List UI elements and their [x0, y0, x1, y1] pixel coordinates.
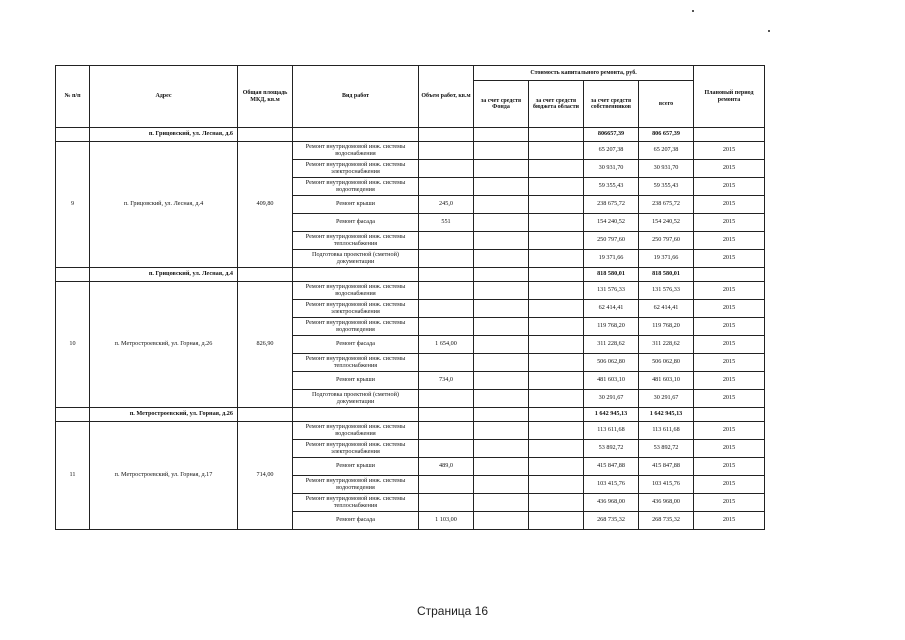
plan-year: 2015 — [694, 336, 765, 354]
header-budget: за счет средств бюджета области — [529, 81, 584, 128]
cell-empty — [529, 268, 584, 282]
cell-fund — [474, 354, 529, 372]
header-period: Плановый период ремонта — [694, 66, 765, 128]
cell-fund — [474, 160, 529, 178]
header-cost-group: Стоимость капитального ремонта, руб. — [474, 66, 694, 81]
cell-budget — [529, 318, 584, 336]
work-volume — [419, 422, 474, 440]
cost-total: 506 062,80 — [639, 354, 694, 372]
cost-own: 65 207,38 — [584, 142, 639, 160]
work-type: Ремонт внутридомовой инж. системы электроснабжения — [293, 440, 419, 458]
work-type: Ремонт крыши — [293, 372, 419, 390]
work-type: Ремонт внутридомовой инж. системы водоотведения — [293, 318, 419, 336]
table-row — [56, 282, 765, 300]
cell-budget — [529, 458, 584, 476]
subtotal-address: п. Грицовский, ул. Лесная, д.6 — [90, 128, 238, 142]
work-volume — [419, 250, 474, 268]
subtotal-address: п. Метростроевский, ул. Горная, д.26 — [90, 408, 238, 422]
work-type: Ремонт внутридомовой инж. системы теплоснабжения — [293, 494, 419, 512]
header-total: всего — [639, 81, 694, 128]
work-volume — [419, 318, 474, 336]
cell-budget — [529, 178, 584, 196]
cost-own: 119 768,20 — [584, 318, 639, 336]
work-type: Ремонт крыши — [293, 196, 419, 214]
cell-budget — [529, 512, 584, 530]
subtotal-own: 818 580,01 — [584, 268, 639, 282]
cost-total: 311 228,62 — [639, 336, 694, 354]
cell-budget — [529, 476, 584, 494]
cell-empty — [56, 128, 90, 142]
cost-total: 436 968,00 — [639, 494, 694, 512]
cell-fund — [474, 300, 529, 318]
header-own: за счет средств собственников — [584, 81, 639, 128]
cost-own: 481 603,10 — [584, 372, 639, 390]
cell-budget — [529, 300, 584, 318]
cell-empty — [694, 268, 765, 282]
cost-own: 30 931,70 — [584, 160, 639, 178]
work-type: Ремонт внутридомовой инж. системы электроснабжения — [293, 160, 419, 178]
cell-fund — [474, 178, 529, 196]
cost-total: 30 931,70 — [639, 160, 694, 178]
plan-year: 2015 — [694, 372, 765, 390]
cost-total: 154 240,52 — [639, 214, 694, 232]
work-type: Ремонт внутридомовой инж. системы электроснабжения — [293, 300, 419, 318]
header-address: Адрес — [90, 66, 238, 128]
work-type: Ремонт фасада — [293, 512, 419, 530]
work-volume — [419, 354, 474, 372]
cost-total: 415 847,88 — [639, 458, 694, 476]
work-volume: 1 103,00 — [419, 512, 474, 530]
work-volume: 551 — [419, 214, 474, 232]
plan-year: 2015 — [694, 142, 765, 160]
table-header-row — [56, 66, 765, 81]
work-type: Ремонт внутридомовой инж. системы водоотведения — [293, 178, 419, 196]
cell-fund — [474, 440, 529, 458]
cell-fund — [474, 282, 529, 300]
cost-total: 103 415,76 — [639, 476, 694, 494]
cell-empty — [474, 408, 529, 422]
work-volume — [419, 142, 474, 160]
cell-fund — [474, 372, 529, 390]
cell-empty — [293, 128, 419, 142]
cell-empty — [529, 408, 584, 422]
plan-year: 2015 — [694, 494, 765, 512]
work-type: Ремонт крыши — [293, 458, 419, 476]
cell-empty — [694, 408, 765, 422]
cell-budget — [529, 440, 584, 458]
cost-own: 311 228,62 — [584, 336, 639, 354]
work-volume: 489,0 — [419, 458, 474, 476]
cost-own: 238 675,72 — [584, 196, 639, 214]
cell-fund — [474, 494, 529, 512]
cell-fund — [474, 318, 529, 336]
row-area: 714,00 — [238, 422, 293, 530]
cell-empty — [529, 128, 584, 142]
scan-speck — [692, 10, 694, 12]
cell-budget — [529, 282, 584, 300]
work-volume — [419, 390, 474, 408]
row-address: п. Метростроевский, ул. Горная, д.17 — [90, 422, 238, 530]
work-type: Подготовка проектной (сметной) документации — [293, 390, 419, 408]
work-volume — [419, 300, 474, 318]
cost-total: 250 797,60 — [639, 232, 694, 250]
cell-fund — [474, 214, 529, 232]
subtotal-row — [56, 128, 765, 142]
cell-empty — [293, 268, 419, 282]
cell-fund — [474, 250, 529, 268]
cost-total: 481 603,10 — [639, 372, 694, 390]
work-volume — [419, 494, 474, 512]
row-address: п. Грицовский, ул. Лесная, д.4 — [90, 142, 238, 268]
cell-empty — [419, 408, 474, 422]
cell-fund — [474, 422, 529, 440]
table-row — [56, 422, 765, 440]
cell-empty — [293, 408, 419, 422]
cell-empty — [474, 268, 529, 282]
row-number: 10 — [56, 282, 90, 408]
cell-fund — [474, 390, 529, 408]
plan-year: 2015 — [694, 282, 765, 300]
header-area: Общая площадь МКД, кв.м — [238, 66, 293, 128]
plan-year: 2015 — [694, 196, 765, 214]
cell-budget — [529, 354, 584, 372]
header-volume: Объем работ, кв.м — [419, 66, 474, 128]
cell-empty — [238, 408, 293, 422]
cell-budget — [529, 142, 584, 160]
plan-year: 2015 — [694, 354, 765, 372]
cell-empty — [419, 268, 474, 282]
scan-speck — [768, 30, 770, 32]
cost-total: 62 414,41 — [639, 300, 694, 318]
cell-budget — [529, 232, 584, 250]
plan-year: 2015 — [694, 178, 765, 196]
cell-empty — [474, 128, 529, 142]
work-type: Ремонт внутридомовой инж. системы водоснабжения — [293, 142, 419, 160]
cell-budget — [529, 250, 584, 268]
work-volume: 734,0 — [419, 372, 474, 390]
work-type: Ремонт внутридомовой инж. системы теплоснабжения — [293, 232, 419, 250]
cost-own: 131 576,33 — [584, 282, 639, 300]
subtotal-own: 1 642 945,13 — [584, 408, 639, 422]
cell-fund — [474, 336, 529, 354]
cost-own: 113 611,68 — [584, 422, 639, 440]
plan-year: 2015 — [694, 214, 765, 232]
cost-total: 53 892,72 — [639, 440, 694, 458]
plan-year: 2015 — [694, 318, 765, 336]
row-area: 826,90 — [238, 282, 293, 408]
cell-empty — [238, 128, 293, 142]
cell-empty — [419, 128, 474, 142]
work-volume — [419, 476, 474, 494]
cell-empty — [238, 268, 293, 282]
subtotal-address: п. Грицовский, ул. Лесная, д.4 — [90, 268, 238, 282]
cell-budget — [529, 372, 584, 390]
cell-fund — [474, 458, 529, 476]
work-type: Ремонт внутридомовой инж. системы теплоснабжения — [293, 354, 419, 372]
cost-total: 19 371,66 — [639, 250, 694, 268]
cost-own: 30 291,67 — [584, 390, 639, 408]
cell-budget — [529, 160, 584, 178]
cost-own: 268 735,32 — [584, 512, 639, 530]
header-work-type: Вид работ — [293, 66, 419, 128]
cell-empty — [56, 268, 90, 282]
cell-fund — [474, 512, 529, 530]
plan-year: 2015 — [694, 300, 765, 318]
work-volume — [419, 178, 474, 196]
row-number: 9 — [56, 142, 90, 268]
cell-budget — [529, 336, 584, 354]
row-address: п. Метростроевский, ул. Горная, д.26 — [90, 282, 238, 408]
plan-year: 2015 — [694, 160, 765, 178]
cost-total: 238 675,72 — [639, 196, 694, 214]
work-volume: 1 654,00 — [419, 336, 474, 354]
cell-budget — [529, 214, 584, 232]
subtotal-total: 1 642 945,13 — [639, 408, 694, 422]
table-row — [56, 142, 765, 160]
subtotal-total: 806 657,39 — [639, 128, 694, 142]
cost-total: 119 768,20 — [639, 318, 694, 336]
cost-own: 62 414,41 — [584, 300, 639, 318]
subtotal-row — [56, 408, 765, 422]
plan-year: 2015 — [694, 512, 765, 530]
cost-total: 113 611,68 — [639, 422, 694, 440]
cell-empty — [694, 128, 765, 142]
cost-total: 268 735,32 — [639, 512, 694, 530]
cost-own: 250 797,60 — [584, 232, 639, 250]
plan-year: 2015 — [694, 476, 765, 494]
cell-fund — [474, 196, 529, 214]
work-type: Ремонт фасада — [293, 336, 419, 354]
cost-total: 59 355,43 — [639, 178, 694, 196]
header-num: № п/п — [56, 66, 90, 128]
work-type: Ремонт внутридомовой инж. системы водоснабжения — [293, 422, 419, 440]
cell-fund — [474, 142, 529, 160]
plan-year: 2015 — [694, 390, 765, 408]
cell-empty — [56, 408, 90, 422]
work-volume: 245,0 — [419, 196, 474, 214]
work-type: Ремонт внутридомовой инж. системы водоснабжения — [293, 282, 419, 300]
cost-own: 154 240,52 — [584, 214, 639, 232]
cost-own: 436 968,00 — [584, 494, 639, 512]
cost-own: 53 892,72 — [584, 440, 639, 458]
cell-fund — [474, 476, 529, 494]
work-type: Подготовка проектной (сметной) документации — [293, 250, 419, 268]
work-type: Ремонт внутридомовой инж. системы водоотведения — [293, 476, 419, 494]
plan-year: 2015 — [694, 440, 765, 458]
cost-own: 103 415,76 — [584, 476, 639, 494]
subtotal-own: 806657,39 — [584, 128, 639, 142]
work-volume — [419, 232, 474, 250]
subtotal-total: 818 580,01 — [639, 268, 694, 282]
page-number: Страница 16 — [416, 604, 489, 618]
work-volume — [419, 160, 474, 178]
row-area: 409,80 — [238, 142, 293, 268]
cell-budget — [529, 494, 584, 512]
plan-year: 2015 — [694, 422, 765, 440]
cell-budget — [529, 390, 584, 408]
cost-own: 506 062,80 — [584, 354, 639, 372]
cost-own: 59 355,43 — [584, 178, 639, 196]
header-fund: за счет средств Фонда — [474, 81, 529, 128]
cell-fund — [474, 232, 529, 250]
subtotal-row — [56, 268, 765, 282]
cell-budget — [529, 422, 584, 440]
plan-year: 2015 — [694, 250, 765, 268]
work-volume — [419, 282, 474, 300]
work-type: Ремонт фасада — [293, 214, 419, 232]
cost-total: 65 207,38 — [639, 142, 694, 160]
work-volume — [419, 440, 474, 458]
cost-total: 131 576,33 — [639, 282, 694, 300]
cost-own: 19 371,66 — [584, 250, 639, 268]
plan-year: 2015 — [694, 232, 765, 250]
capital-repair-table — [55, 65, 765, 530]
cell-budget — [529, 196, 584, 214]
plan-year: 2015 — [694, 458, 765, 476]
row-number: 11 — [56, 422, 90, 530]
cost-own: 415 847,88 — [584, 458, 639, 476]
cost-total: 30 291,67 — [639, 390, 694, 408]
